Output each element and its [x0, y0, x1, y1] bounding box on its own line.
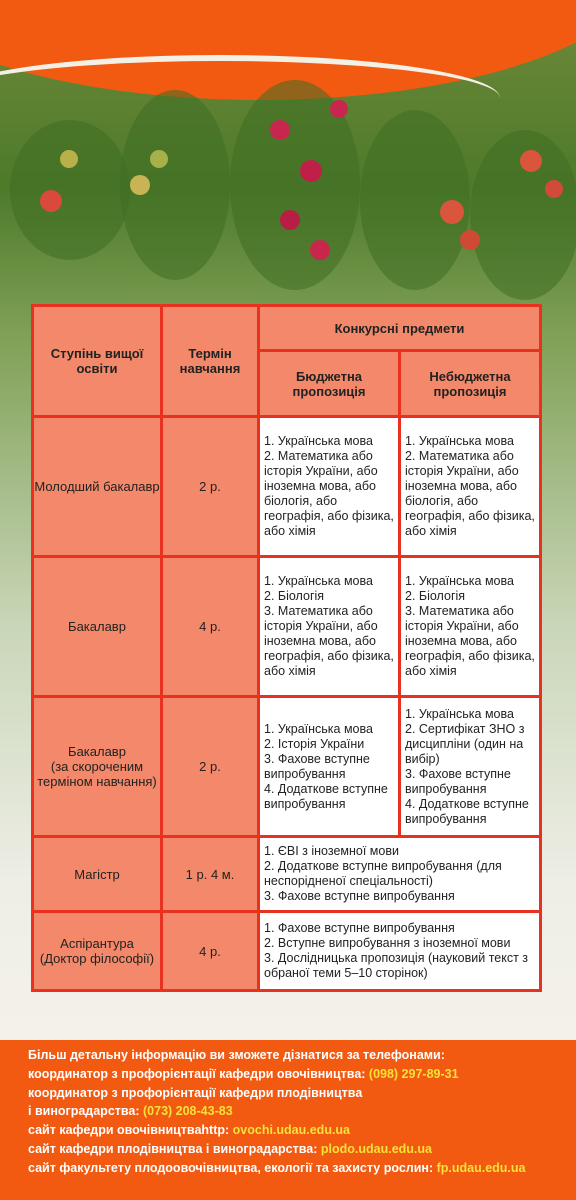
footer-site-faculty: сайт факультету плодоовочівництва, екології та захисту рослин: fp.udau.edu.ua	[28, 1161, 526, 1175]
footer-site-fruit: сайт кафедри плодівництва і виноградарства: plodo.udau.edu.ua	[28, 1142, 432, 1156]
site-link-vegetable[interactable]: ovochi.udau.edu.ua	[232, 1123, 351, 1137]
header-nonbudget: Небюджетна пропозиція	[401, 352, 539, 415]
row1-budget: 1. Українська мова 2. Математика або історія України, або іноземна мова, або біологія, або географія, або фізика, або хімія	[260, 418, 398, 555]
row1-nonbudget: 1. Українська мова 2. Математика або історія України, або іноземна мова, або біологія, або географія, або фізика, або хімія	[401, 418, 539, 555]
row4-subjects: 1. ЄВІ з іноземної мови 2. Додаткове вступне випробування (для неспорідненої спеціальності) 3. Фахове вступне випробування	[260, 838, 539, 910]
site-link-faculty[interactable]: fp.udau.edu.ua	[436, 1161, 526, 1175]
footer-intro: Більш детальну інформацію ви зможете дізнатися за телефонами:	[28, 1048, 445, 1062]
header-budget: Бюджетна пропозиція	[260, 352, 398, 415]
footer-site-vegetable: сайт кафедри овочівництваhttp: ovochi.udau.edu.ua	[28, 1123, 351, 1137]
row1-level: Молодший бакалавр	[34, 418, 160, 555]
row3-level: Бакалавр (за скороченим терміном навчання)	[34, 698, 160, 835]
header-subjects: Конкурсні предмети	[260, 307, 539, 349]
footer-viticulture: і виноградарства: (073) 208-43-83	[28, 1104, 233, 1118]
site-link-fruit[interactable]: plodo.udau.edu.ua	[320, 1142, 432, 1156]
contact-footer	[0, 1040, 576, 1200]
row2-nonbudget: 1. Українська мова 2. Біологія 3. Математика або історія України, або іноземна мова, або географія, або фізика, або хімія	[401, 558, 539, 695]
row5-subjects: 1. Фахове вступне випробування 2. Вступне випробування з іноземної мови 3. Дослідницька пропозиція (науковий текст з обраної теми 5–10 сторінок)	[260, 913, 539, 989]
row3-term: 2 р.	[163, 698, 257, 835]
row3-nonbudget: 1. Українська мова 2. Сертифікат ЗНО з дисципліни (один на вибір) 3. Фахове вступне випробування 4. Додаткове вступне випробування	[401, 698, 539, 835]
phone-link-fruit[interactable]: (073) 208-43-83	[143, 1104, 233, 1118]
row5-level: Аспірантура (Доктор філософії)	[34, 913, 160, 989]
phone-link-vegetable[interactable]: (098) 297-89-31	[368, 1067, 459, 1081]
header-term: Термін навчання	[163, 307, 257, 415]
row1-term: 2 р.	[163, 418, 257, 555]
row4-level: Магістр	[34, 838, 160, 910]
footer-fruit-coordinator: координатор з профорієнтації кафедри плодівництва	[28, 1086, 363, 1100]
row2-level: Бакалавр	[34, 558, 160, 695]
admission-table	[31, 304, 542, 992]
row2-budget: 1. Українська мова 2. Біологія 3. Математика або історія України, або іноземна мова, або географія, або фізика, або хімія	[260, 558, 398, 695]
row4-term: 1 р. 4 м.	[163, 838, 257, 910]
header-level: Ступінь вищої освіти	[34, 307, 160, 415]
footer-vegetable-coordinator: координатор з профорієнтації кафедри овочівництва: (098) 297-89-31	[28, 1067, 459, 1081]
row5-term: 4 р.	[163, 913, 257, 989]
row2-term: 4 р.	[163, 558, 257, 695]
row3-budget: 1. Українська мова 2. Історія України 3. Фахове вступне випробування 4. Додаткове вступне випробування	[260, 698, 398, 835]
